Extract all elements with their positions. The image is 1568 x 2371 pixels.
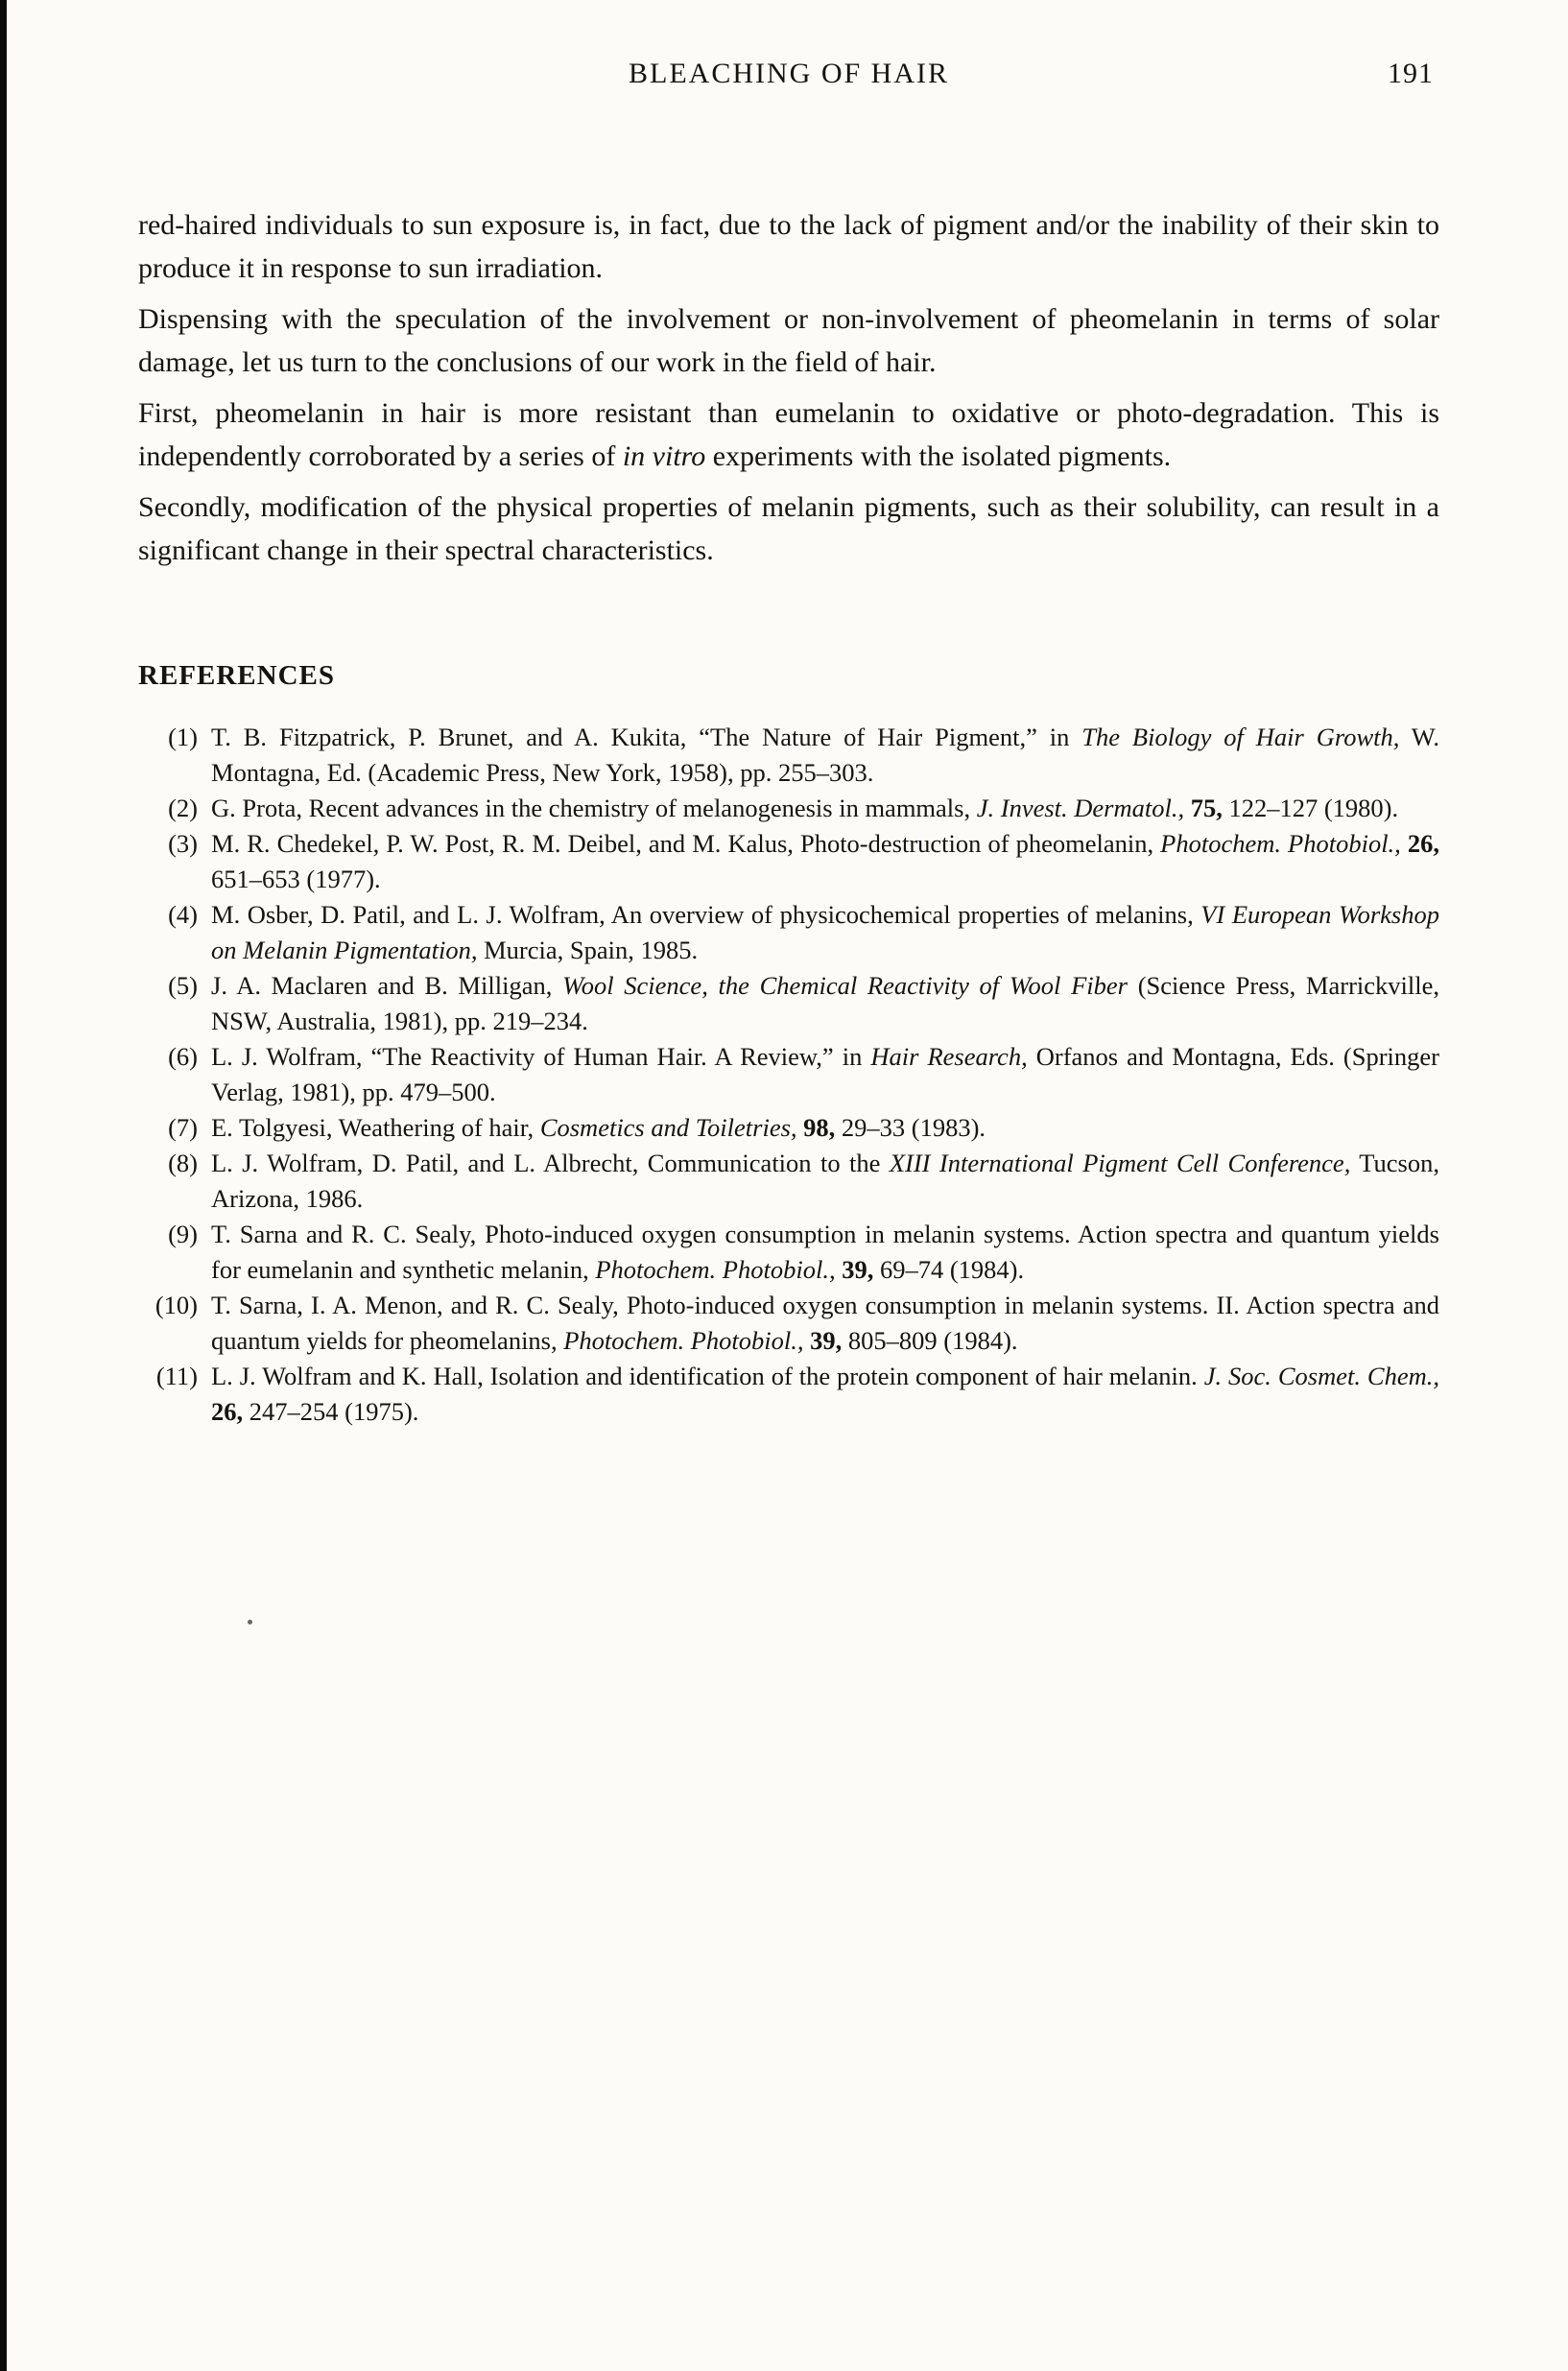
- reference-item: [138, 897, 1439, 968]
- text-run: 805–809 (1984).: [842, 1326, 1018, 1355]
- reference-marker: (1): [168, 723, 198, 751]
- reference-text: [211, 1039, 1439, 1110]
- italic-text: Wool Science, the Chemical Reactivity of Wool Fiber: [562, 971, 1128, 1000]
- reference-marker: (5): [168, 971, 198, 1000]
- italic-text: Photochem. Photobiol.,: [1160, 829, 1401, 858]
- paragraph: [138, 297, 1439, 384]
- text-run: L. J. Wolfram, “The Reactivity of Human Hair. A Review,” in: [211, 1042, 871, 1071]
- text-run: L. J. Wolfram, D. Patil, and L. Albrecht, Communication to the: [211, 1149, 890, 1177]
- reference-text: [211, 791, 1439, 826]
- reference-text: [211, 826, 1439, 897]
- text-run: 247–254 (1975).: [243, 1397, 419, 1426]
- scan-speck: [248, 1620, 252, 1624]
- bold-text: 26,: [1407, 829, 1439, 858]
- bold-text: 26,: [211, 1397, 244, 1426]
- reference-text: [211, 897, 1439, 968]
- reference-marker: (3): [168, 829, 198, 858]
- italic-text: Photochem. Photobiol.,: [595, 1255, 836, 1284]
- text-run: J. A. Maclaren and B. Milligan,: [211, 971, 563, 1000]
- reference-marker: (4): [168, 900, 198, 929]
- text-run: W. Montagna, Ed. (Academic Press, New York, 1958), pp. 255–303.: [211, 723, 1439, 787]
- reference-item: [138, 791, 1439, 826]
- reference-marker: (6): [168, 1042, 198, 1071]
- text-run: 651–653 (1977).: [211, 865, 381, 893]
- text-run: Dispensing with the speculation of the involvement or non-involvement of pheomelanin in terms of solar damage, let us turn to the conclusions of our work in the field of hair.: [138, 303, 1439, 378]
- italic-text: The Biology of Hair Growth,: [1081, 723, 1400, 751]
- text-run: Murcia, Spain, 1985.: [477, 936, 699, 964]
- italic-text: Photochem. Photobiol.,: [563, 1326, 804, 1355]
- italic-text: in vitro: [622, 440, 706, 472]
- paragraph: [138, 203, 1439, 290]
- reference-item: [138, 720, 1439, 791]
- text-run: (Science Press, Marrickville, NSW, Australia, 1981), pp. 219–234.: [211, 971, 1440, 1035]
- reference-item: [138, 1146, 1439, 1217]
- italic-text: XIII International Pigment Cell Conference,: [889, 1149, 1351, 1177]
- reference-text: [211, 720, 1439, 791]
- italic-text: VI European Workshop on Melanin Pigmentation,: [211, 900, 1439, 964]
- reference-marker: (9): [168, 1220, 198, 1248]
- reference-item: [138, 1359, 1439, 1430]
- italic-text: J. Invest. Dermatol.,: [976, 794, 1185, 822]
- text-run: 29–33 (1983).: [835, 1113, 986, 1142]
- reference-text: [211, 1359, 1439, 1430]
- reference-item: [138, 1288, 1439, 1359]
- italic-text: J. Soc. Cosmet. Chem.,: [1203, 1362, 1439, 1390]
- reference-text: [211, 1110, 1439, 1146]
- text-run: T. Sarna and R. C. Sealy, Photo-induced oxygen consumption in melanin systems. Action spectra and quantum yields for eumelanin and synthetic melanin,: [211, 1220, 1439, 1284]
- references-heading: REFERENCES: [138, 660, 335, 691]
- reference-marker: (10): [154, 1291, 198, 1319]
- text-run: M. R. Chedekel, P. W. Post, R. M. Deibel, and M. Kalus, Photo-destruction of pheomelanin,: [211, 829, 1161, 858]
- text-run: First, pheomelanin in hair is more resistant than eumelanin to oxidative or photo-degradation. This is independently corroborated by a series of: [138, 397, 1439, 472]
- bold-text: 98,: [803, 1113, 836, 1142]
- reference-text: [211, 968, 1439, 1039]
- bold-text: 75,: [1190, 794, 1223, 822]
- text-run: T. B. Fitzpatrick, P. Brunet, and A. Kukita, “The Nature of Hair Pigment,” in: [211, 723, 1082, 751]
- body-paragraphs: [138, 203, 1439, 572]
- paragraph: [138, 486, 1439, 572]
- text-run: 122–127 (1980).: [1222, 794, 1399, 822]
- reference-marker: (2): [168, 794, 198, 822]
- reference-item: [138, 1217, 1439, 1288]
- reference-item: [138, 968, 1439, 1039]
- reference-item: [138, 1110, 1439, 1146]
- text-run: E. Tolgyesi, Weathering of hair,: [211, 1113, 540, 1142]
- text-run: M. Osber, D. Patil, and L. J. Wolfram, An overview of physicochemical properties of melanins,: [211, 900, 1201, 929]
- paragraph: [138, 391, 1439, 478]
- italic-text: Cosmetics and Toiletries,: [539, 1113, 797, 1142]
- text-run: experiments with the isolated pigments.: [705, 440, 1172, 472]
- reference-text: [211, 1146, 1439, 1217]
- reference-marker: (8): [168, 1149, 198, 1177]
- text-run: Orfanos and Montagna, Eds. (Springer Verlag, 1981), pp. 479–500.: [211, 1042, 1439, 1106]
- text-run: L. J. Wolfram and K. Hall, Isolation and identification of the protein component of hair melanin.: [211, 1362, 1204, 1390]
- reference-marker: (7): [168, 1113, 198, 1142]
- italic-text: Hair Research,: [870, 1042, 1028, 1071]
- reference-item: [138, 1039, 1439, 1110]
- text-run: G. Prota, Recent advances in the chemistry of melanogenesis in mammals,: [211, 794, 977, 822]
- reference-item: [138, 826, 1439, 897]
- reference-text: [211, 1217, 1439, 1288]
- running-head: [138, 58, 1439, 90]
- scan-edge-shadow: [0, 0, 7, 2371]
- page-number: 191: [1388, 58, 1434, 89]
- text-run: Secondly, modification of the physical properties of melanin pigments, such as their solubility, can result in a significant change in their spectral characteristics.: [138, 491, 1439, 566]
- reference-text: [211, 1288, 1439, 1359]
- reference-marker: (11): [155, 1362, 198, 1390]
- text-run: [1401, 829, 1408, 858]
- text-run: T. Sarna, I. A. Menon, and R. C. Sealy, Photo-induced oxygen consumption in melanin systems. II. Action spectra and quantum yields for pheomelanins,: [211, 1291, 1439, 1355]
- text-run: [1184, 794, 1191, 822]
- text-run: red-haired individuals to sun exposure is, in fact, due to the lack of pigment and/or the inability of their skin to produce it in response to sun irradiation.: [138, 209, 1439, 284]
- running-head-title: BLEACHING OF HAIR: [629, 58, 949, 89]
- bold-text: 39,: [810, 1326, 843, 1355]
- text-run: 69–74 (1984).: [873, 1255, 1025, 1284]
- text-run: Tucson, Arizona, 1986.: [211, 1149, 1439, 1213]
- references-list: [138, 720, 1439, 1430]
- page-content: [138, 203, 1439, 1430]
- bold-text: 39,: [842, 1255, 874, 1284]
